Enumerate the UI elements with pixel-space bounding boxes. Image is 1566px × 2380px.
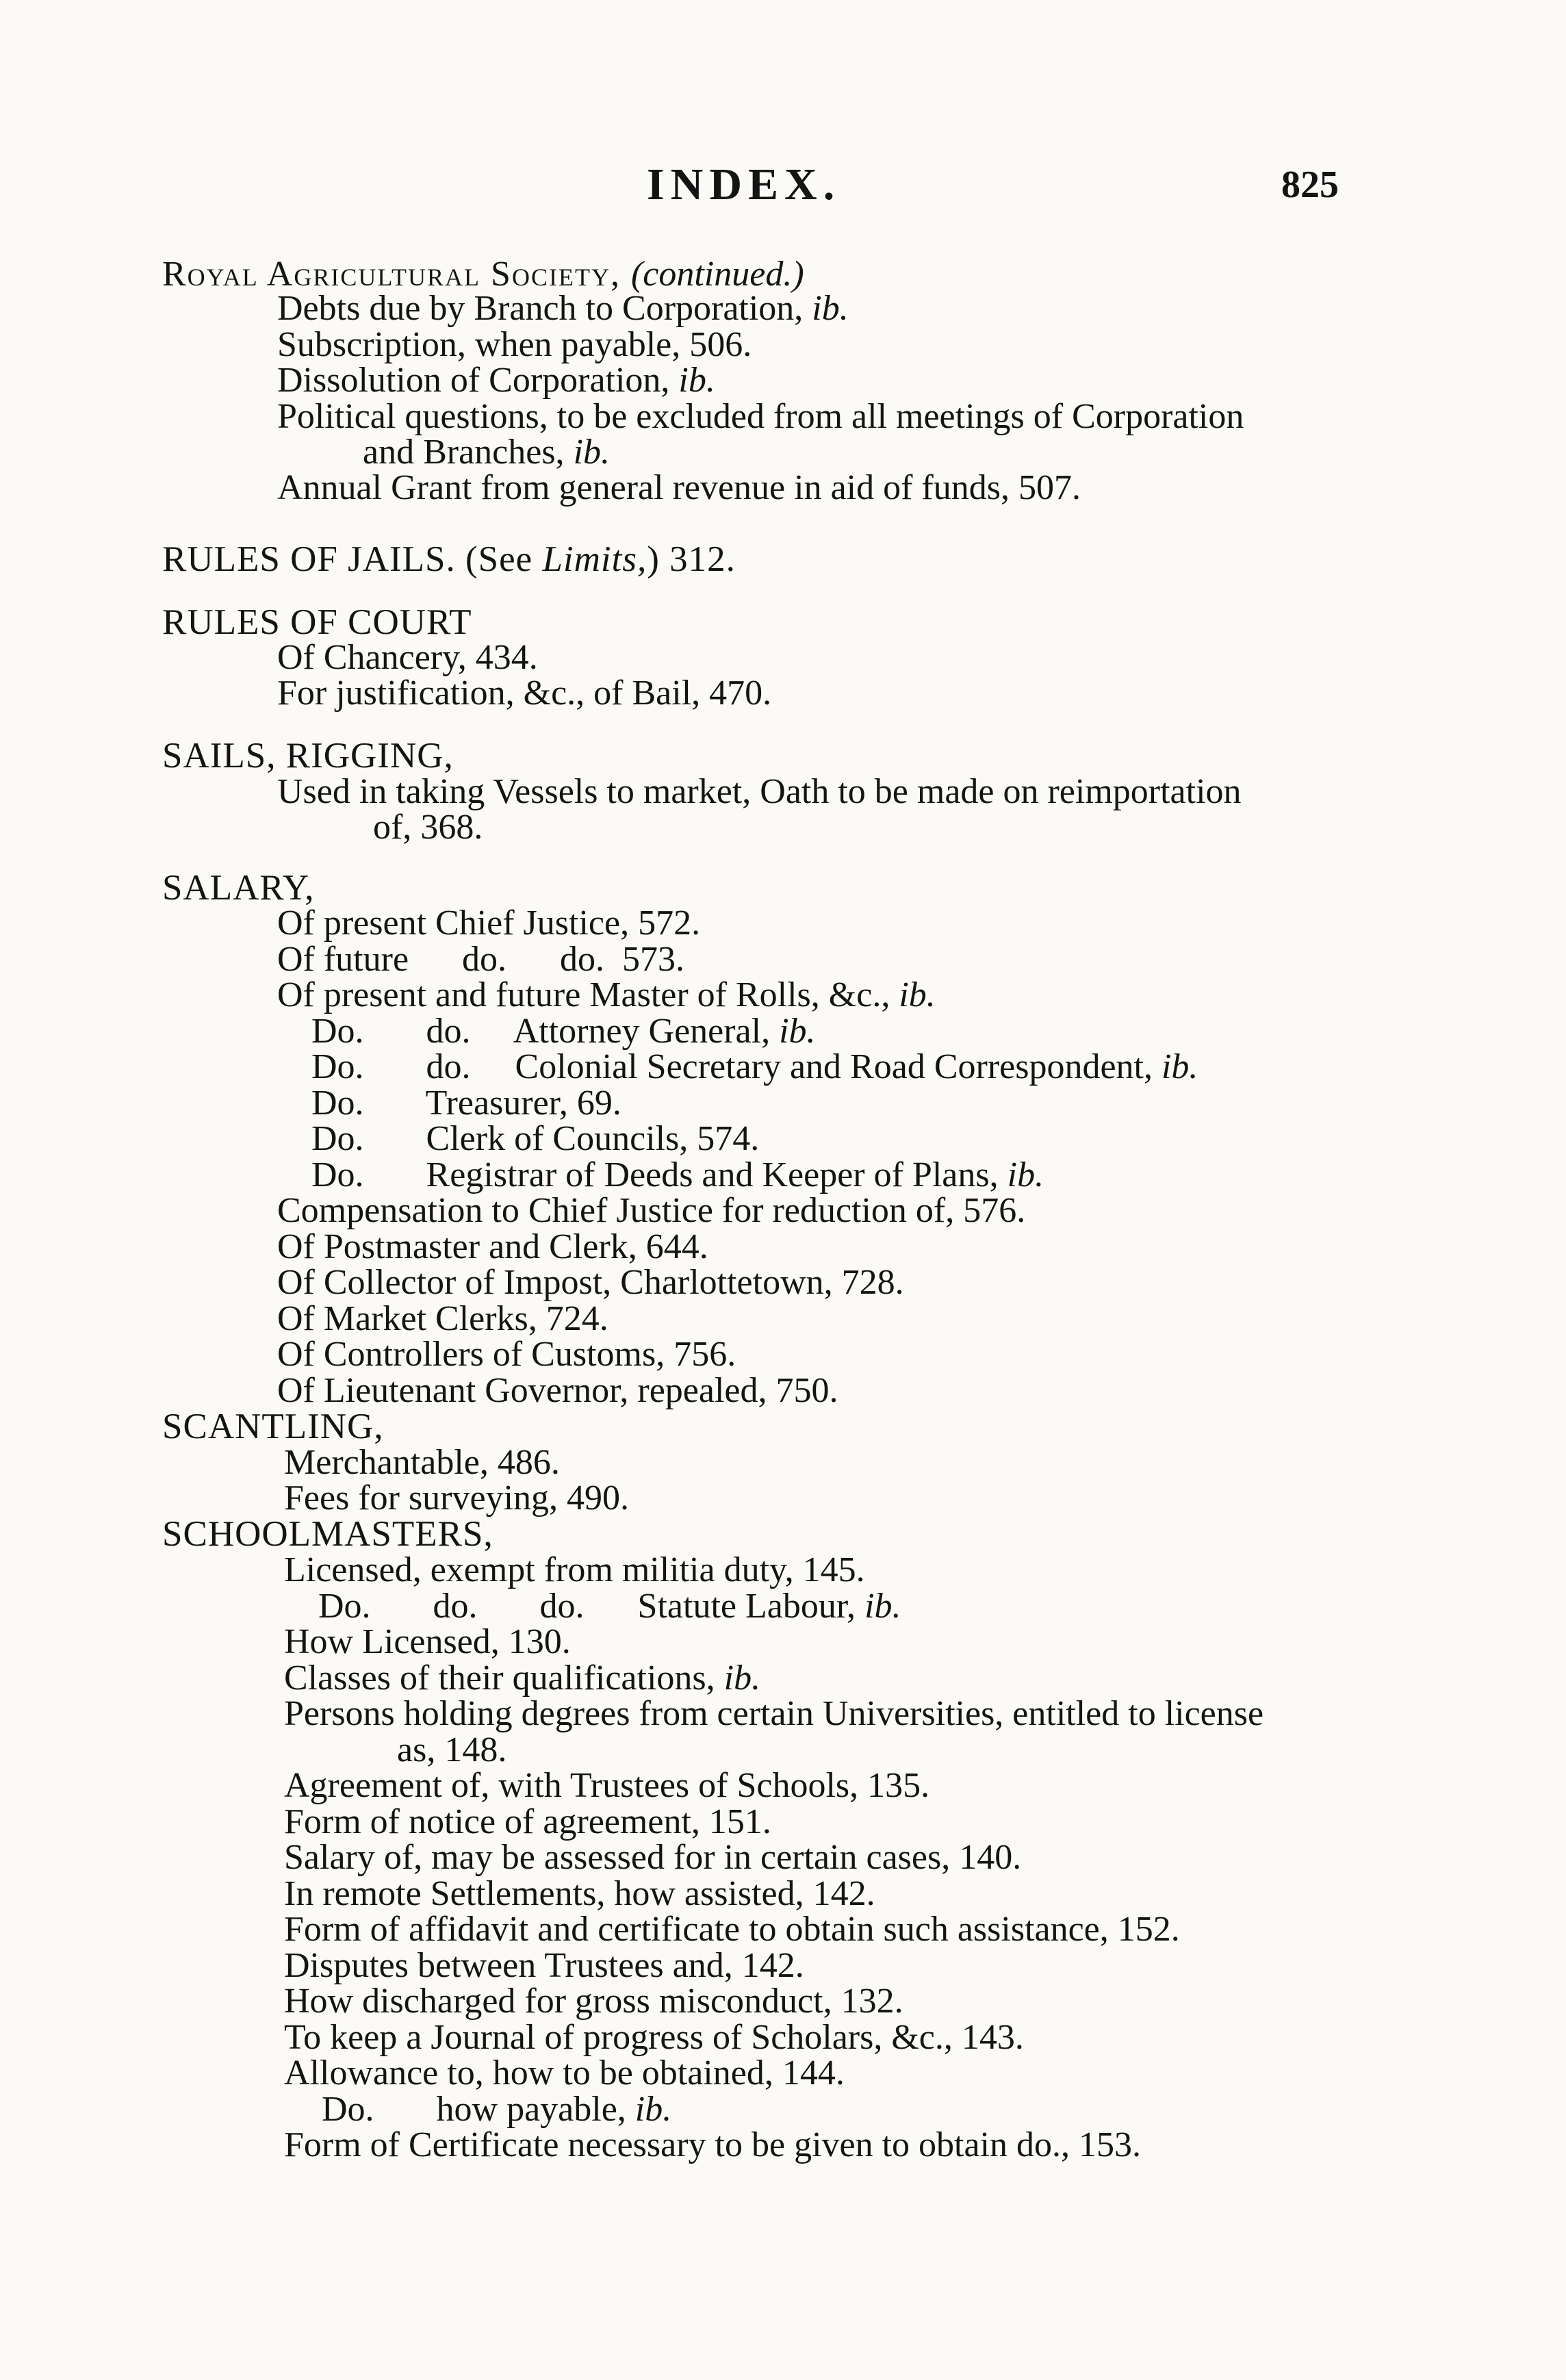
entry-line: Of Market Clerks, 724. <box>277 1299 608 1338</box>
entry-heading: SALARY, <box>162 868 315 908</box>
entry-line: as, 148. <box>397 1730 507 1769</box>
entry-line: Do. Registrar of Deeds and Keeper of Plans, ib. <box>311 1155 1044 1194</box>
entry-line: For justification, &c., of Bail, 470. <box>277 674 772 713</box>
entry-heading: SCANTLING, <box>162 1407 384 1446</box>
entry-line: Salary of, may be assessed for in certain cases, 140. <box>284 1838 1022 1877</box>
entry-line: Do. do. Colonial Secretary and Road Correspondent, ib. <box>311 1047 1198 1086</box>
entry-line: Do. Clerk of Councils, 574. <box>311 1119 760 1158</box>
entry-line: Annual Grant from general revenue in aid of funds, 507. <box>277 468 1081 507</box>
entry-line: Agreement of, with Trustees of Schools, 135. <box>284 1766 930 1805</box>
entry-line: Fees for surveying, 490. <box>284 1479 630 1518</box>
entry-line: and Branches, ib. <box>363 433 611 472</box>
entry-line: How Licensed, 130. <box>284 1622 571 1661</box>
entry-heading: SAILS, RIGGING, <box>162 736 454 776</box>
entry-heading: Royal Agricultural Society, (continued.) <box>162 255 804 294</box>
entry-line: In remote Settlements, how assisted, 142. <box>284 1874 875 1913</box>
entry-line: Do. how payable, ib. <box>322 2090 672 2129</box>
entry-line: Of Chancery, 434. <box>277 638 538 677</box>
entry-line: Licensed, exempt from militia duty, 145. <box>284 1550 865 1589</box>
entry-line: Dissolution of Corporation, ib. <box>277 361 715 400</box>
entry-line: Do. do. Attorney General, ib. <box>311 1012 816 1051</box>
page-number: 825 <box>1281 164 1339 206</box>
entry-line: Classes of their qualifications, ib. <box>284 1659 761 1698</box>
entry-line: Do. do. do. Statute Labour, ib. <box>318 1587 901 1626</box>
entry-line: Of present Chief Justice, 572. <box>277 904 701 943</box>
entry-heading: RULES OF JAILS. (See Limits,) 312. <box>162 539 736 579</box>
entry-line: Compensation to Chief Justice for reduction of, 576. <box>277 1191 1026 1230</box>
entry-line: To keep a Journal of progress of Scholars, &c., 143. <box>284 2018 1024 2057</box>
entry-line: Persons holding degrees from certain Universities, entitled to license <box>284 1694 1264 1733</box>
entry-line: Do. Treasurer, 69. <box>311 1084 621 1123</box>
entry-line: Disputes between Trustees and, 142. <box>284 1946 804 1985</box>
entry-heading: SCHOOLMASTERS, <box>162 1514 493 1554</box>
page-header-title: INDEX. <box>647 159 841 209</box>
entry-heading: RULES OF COURT <box>162 602 472 642</box>
entry-line: Of Controllers of Customs, 756. <box>277 1335 736 1374</box>
entry-line: of, 368. <box>373 808 483 847</box>
entry-line: How discharged for gross misconduct, 132. <box>284 1982 903 2021</box>
entry-line: Of Collector of Impost, Charlottetown, 728. <box>277 1263 904 1302</box>
entry-line: Form of affidavit and certificate to obtain such assistance, 152. <box>284 1910 1180 1949</box>
entry-line: Of Lieutenant Governor, repealed, 750. <box>277 1371 838 1410</box>
entry-line: Subscription, when payable, 506. <box>277 325 752 364</box>
entry-line: Debts due by Branch to Corporation, ib. <box>277 289 849 328</box>
entry-line: Political questions, to be excluded from all meetings of Corporation <box>277 397 1244 436</box>
entry-line: Form of notice of agreement, 151. <box>284 1802 771 1841</box>
entry-line: Merchantable, 486. <box>284 1443 560 1482</box>
entry-line: Of present and future Master of Rolls, &c., ib. <box>277 975 936 1014</box>
entry-line: Allowance to, how to be obtained, 144. <box>284 2053 845 2093</box>
entry-line: Of Postmaster and Clerk, 644. <box>277 1227 708 1266</box>
entry-line: Form of Certificate necessary to be given to obtain do., 153. <box>284 2125 1142 2164</box>
entry-line: Used in taking Vessels to market, Oath to be made on reimportation <box>277 772 1242 811</box>
entry-line: Of future do. do. 573. <box>277 940 685 979</box>
